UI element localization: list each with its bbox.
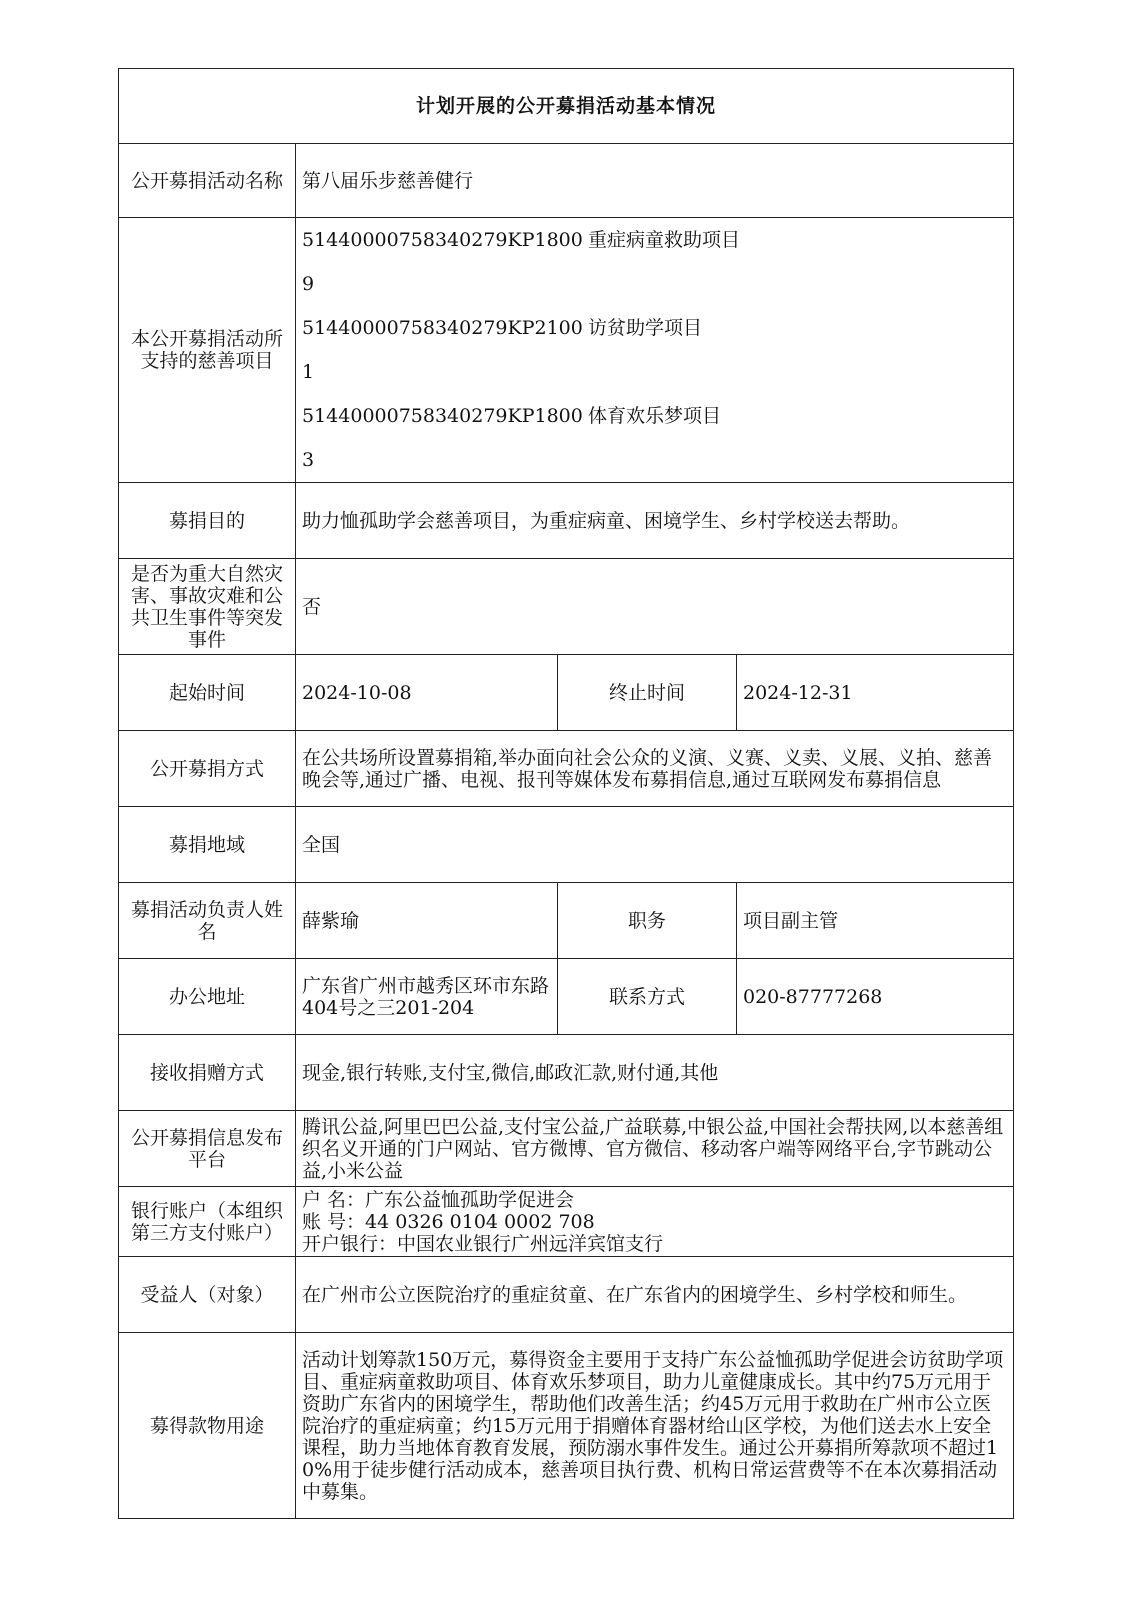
emergency-value: 否 [296,559,1014,655]
account-holder-label: 户 名： [302,1188,366,1211]
office-address-label: 办公地址 [119,959,296,1035]
project-name: 重症病童救助项目 [588,229,741,251]
title-row [119,69,1014,144]
bank-label: 银行账户（本组织第三方支付账户） [119,1187,296,1257]
project-code: 51440000758340279KP18009 [302,229,583,295]
activity-name-row [119,144,1014,218]
person-name-value: 薛紫瑜 [296,883,558,959]
bank-row [119,1187,1014,1257]
method-value: 在公共场所设置募捐箱,举办面向社会公众的义演、义赛、义卖、义展、义拍、慈善晚会等,通过广播、电视、报刊等媒体发布募捐信息,通过互联网发布募捐信息 [296,731,1014,807]
project-name: 体育欢乐梦项目 [588,405,722,427]
beneficiary-value: 在广州市公立医院治疗的重症贫童、在广东省内的困境学生、乡村学校和师生。 [296,1257,1014,1333]
office-address-value: 广东省广州市越秀区环市东路404号之三201-204 [296,959,558,1035]
supported-projects-label: 本公开募捐活动所支持的慈善项目 [119,218,296,483]
receive-method-label: 接收捐赠方式 [119,1035,296,1111]
account-holder-line [302,1189,1007,1211]
activity-name-label: 公开募捐活动名称 [119,144,296,218]
contact-value: 020-87777268 [737,959,1014,1035]
bank-name-value: 中国农业银行广州远洋宾馆支行 [397,1232,664,1255]
bank-details [296,1187,1014,1257]
method-row [119,731,1014,807]
fundraising-info-table [118,68,1014,1519]
project-item [302,394,1007,482]
region-label: 募捐地域 [119,807,296,883]
start-time-value: 2024-10-08 [296,655,558,731]
person-row [119,883,1014,959]
project-item [302,306,1007,394]
platform-label: 公开募捐信息发布平台 [119,1111,296,1187]
project-item [302,218,1007,306]
contact-label: 联系方式 [558,959,737,1035]
platform-row [119,1111,1014,1187]
project-code: 51440000758340279KP21001 [302,317,583,383]
emergency-label: 是否为重大自然灾害、事故灾难和公共卫生事件等突发事件 [119,559,296,655]
project-code: 51440000758340279KP18003 [302,405,583,471]
receive-method-value: 现金,银行转账,支付宝,微信,邮政汇款,财付通,其他 [296,1035,1014,1111]
office-row [119,959,1014,1035]
start-time-label: 起始时间 [119,655,296,731]
receive-row [119,1035,1014,1111]
supported-projects-list [296,218,1014,483]
bank-name-label: 开户银行： [302,1232,398,1255]
activity-name-value: 第八届乐步慈善健行 [296,144,1014,218]
bank-name-line [302,1233,1007,1255]
region-value: 全国 [296,807,1014,883]
platform-value: 腾讯公益,阿里巴巴公益,支付宝公益,广益联募,中银公益,中国社会帮扶网,以本慈善组织名义开通的门户网站、官方微博、官方微信、移动客户端等网络平台,字节跳动公益,小米公益 [296,1111,1014,1187]
position-label: 职务 [558,883,737,959]
method-label: 公开募捐方式 [119,731,296,807]
end-time-value: 2024-12-31 [737,655,1014,731]
position-value: 项目副主管 [737,883,1014,959]
end-time-label: 终止时间 [558,655,737,731]
account-holder-value: 广东公益恤孤助学促进会 [365,1188,575,1211]
period-row [119,655,1014,731]
beneficiary-label: 受益人（对象） [119,1257,296,1333]
beneficiary-row [119,1257,1014,1333]
usage-value: 活动计划筹款150万元，募得资金主要用于支持广东公益恤孤助学促进会访贫助学项目、重症病童救助项目、体育欢乐梦项目，助力儿童健康成长。其中约75万元用于资助广东省内的困境学生，帮助他们改善生活；约45万元用于救助在广州市公立医院治疗的重症病童；约15万元用于捐赠体育器材给山区学校，为他们送去水上安全课程，助力当地体育教育发展，预防溺水事件发生。通过公开募捐所筹款项不超过10%用于徒步健行活动成本，慈善项目执行费、机构日常运营费等不在本次募捐活动中募集。 [296,1333,1014,1519]
region-row [119,807,1014,883]
person-name-label: 募捐活动负责人姓名 [119,883,296,959]
account-number-value: 44 0326 0104 0002 708 [365,1210,595,1233]
account-number-label: 账 号： [302,1210,366,1233]
usage-row [119,1333,1014,1519]
supported-projects-row [119,218,1014,483]
project-name: 访贫助学项目 [588,317,703,339]
emergency-row [119,559,1014,655]
usage-label: 募得款物用途 [119,1333,296,1519]
purpose-value: 助力恤孤助学会慈善项目，为重症病童、困境学生、乡村学校送去帮助。 [296,483,1014,559]
account-number-line [302,1211,1007,1233]
purpose-label: 募捐目的 [119,483,296,559]
table-title: 计划开展的公开募捐活动基本情况 [119,69,1014,144]
purpose-row [119,483,1014,559]
